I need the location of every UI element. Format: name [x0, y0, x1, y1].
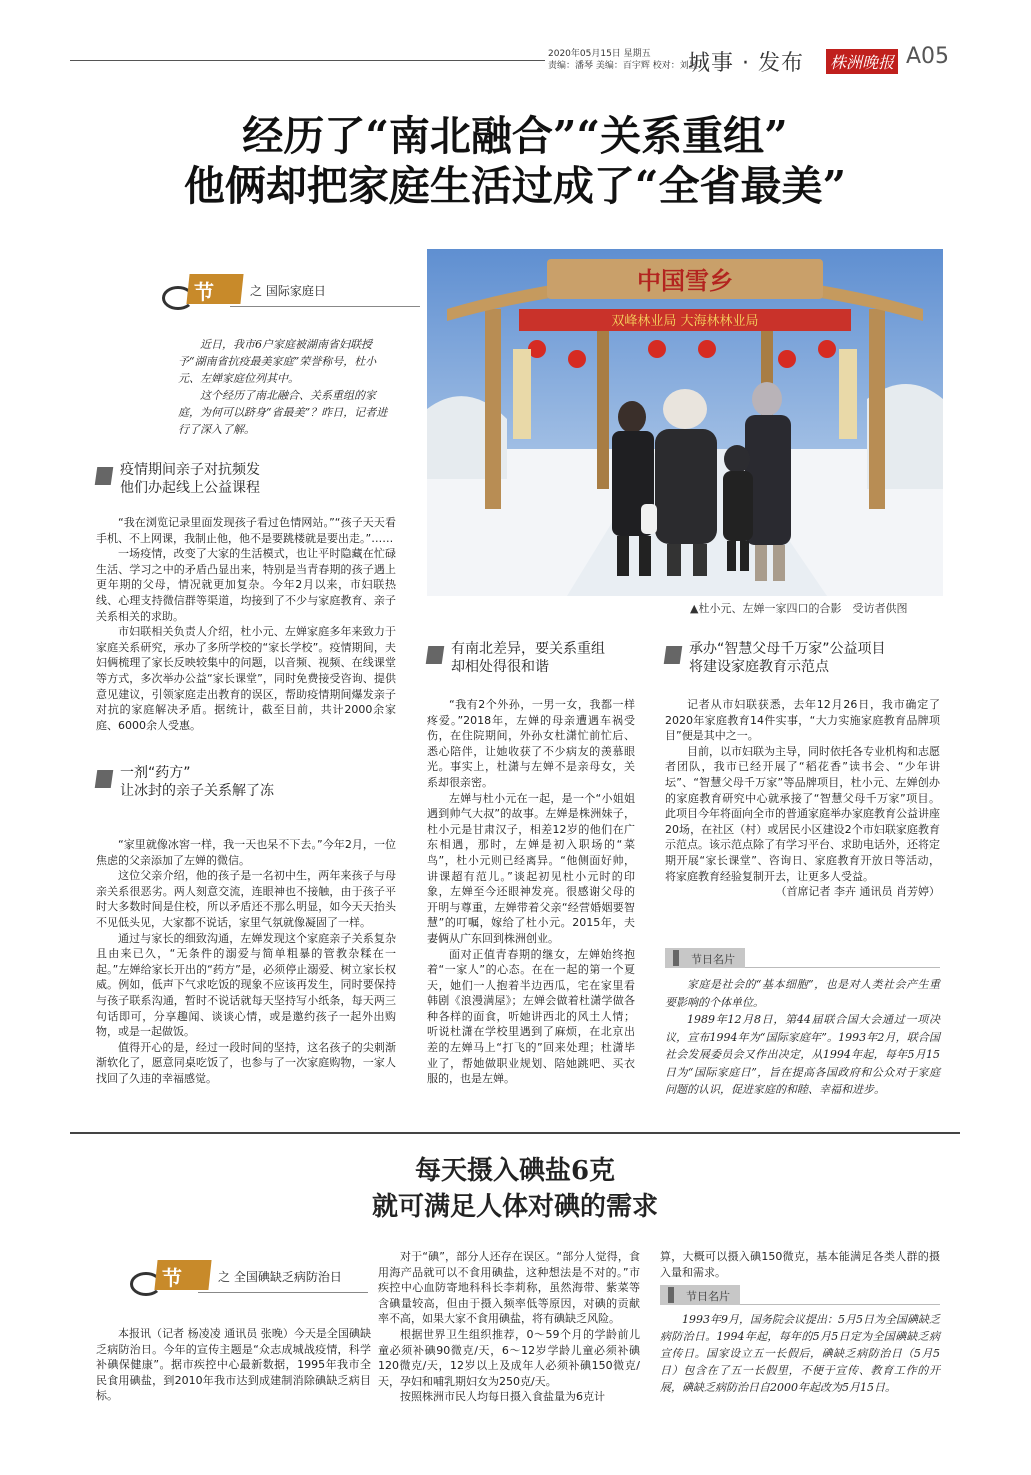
- page-number: A05: [906, 44, 950, 69]
- iodine-col2: 对于“碘”，部分人还存在误区。“部分人觉得，食用海产品就可以不食用碘盐，这种想法是不对的。”市疾控中心血防寄地科科长李莉称，虽然海带、紫菜等含碘量较高，但由于摄入频率低等原因，对碘的贡献率不高，如果大家不食用碘盐，将有碘缺乏风险。 根据世界卫生组织推荐，0～59个月的学龄前儿童必须补碘90微克/天，6～12岁学龄儿童必须补碘120微克/天，12岁以上及成年人必须补碘150微克/天，孕妇和哺乳期妇女为250克/天。 按照株洲市民人均每日摄入食盐量为6克计: [378, 1250, 640, 1404]
- header-meta: [548, 48, 698, 72]
- photo-sign-banner: 双峰林业局 大海林林业局: [611, 314, 759, 329]
- main-headline-line1: 经历了“南北融合”“关系重组”: [242, 112, 788, 160]
- photo-sign-top: 中国雪乡: [637, 266, 733, 295]
- festival-badge: [160, 272, 430, 333]
- intro-text: 近日，我市6户家庭被湖南省妇联授予“湖南省抗疫最美家庭”荣誉称号，杜小元、左婵家庭位列其中。 这个经历了南北融合、关系重组的家庭，为何可以跻身“省最美”？昨日，记者进行了深入了解。: [178, 338, 388, 436]
- editor-line: 责编：潘琴 美编：百宇辉 校对：刘昱: [548, 61, 698, 71]
- festival-label: 之 全国碘缺乏病防治日: [218, 1270, 342, 1284]
- second-headline-line1: 每天摄入碘盐6克: [414, 1156, 616, 1186]
- subhead-marker-icon: [426, 646, 445, 664]
- main-headline-line2: 他俩却把家庭生活过成了“全省最美”: [183, 162, 847, 210]
- namecard-tag: 节日名片: [660, 1285, 740, 1305]
- festival-mark-icon: 节 日: [128, 1258, 198, 1298]
- article-separator: [70, 1132, 960, 1134]
- date-line: 2020年05月15日 星期五: [548, 49, 651, 59]
- section3-body: “我有2个外孙，一男一女，我都一样疼爱。”2018年，左婵的母亲遭遇车祸受伤，在住院期间，外孙女杜潇忙前忙后、悉心陪伴，让她收获了不少病友的羡慕眼光。事实上，杜潇与左婵不是亲母女，关系却很亲密。 左婵与杜小元在一起，是一个“小姐姐遇到帅气大叔”的故事。左婵是株洲妹子，杜小元是甘肃汉子，相差12岁的他们在广东相遇，那时，左婵是初入职场的“菜鸟”，杜小元则已经离异。“他侧面好帅，讲课超有范儿。”谈起初见杜小元时的印象，左婵至今还眼神发亮。很感谢父母的开明与尊重，左婵带着父亲“经营婚姻要智慧”的叮嘱，嫁给了杜小元。2015年，夫妻俩从广东回到株洲创业。 面对正值青春期的继女，左婵始终抱着“一家人”的心态。在在一起的第一个夏天，她们一人抱着半边西瓜，宅在家里看韩剧《浪漫满屋》；左婵会做着杜潇学做各种各样的面食，听她讲西北的风土人情；听说杜潇在学校里遇到了麻烦，在北京出差的左婵马上“打飞的”回来处理；杜潇毕业了，帮她做职业规划、陪她跳吧、买衣服的，也是左婵。: [427, 698, 635, 1086]
- subhead-section2: 一剂“药方” 让冰封的亲子关系解了冻: [96, 764, 396, 804]
- section-name: 城事 · 发布: [688, 51, 804, 76]
- namecard-iodine-day: 节日名片 1993年9月，国务院会议提出：5月5日为全国碘缺乏病防治日。1994年起，每年的5月5日定为全国碘缺乏病宣传日。国家设立五一长假后，碘缺乏病防治日（5月5日）包含在了五一长假里，不便于宣传、教育工作的开展，碘缺乏病防治日自2000年起改为5月15日。: [660, 1285, 940, 1415]
- namecard-tag: 节日名片: [665, 948, 745, 968]
- subhead-marker-icon: [95, 770, 114, 788]
- section1-body: “我在浏览记录里面发现孩子看过色情网站。”“孩子天天看手机、不上网课，我制止他，他不是要跳楼就是要出走。”…… 一场疫情，改变了大家的生活模式，也让平时隐藏在忙碌生活、学习之中的矛盾凸显出来，特别是当青春期的孩子遇上更年期的父母，情况就更加复杂。今年2月以来，市妇联热线、心理支持微信群等渠道，均接到了不少与家庭教育、亲子关系相关的求助。 市妇联相关负责人介绍，杜小元、左婵家庭多年来致力于家庭关系研究，承办了多所学校的“家长学校”。疫情期间，夫妇俩梳理了家长反映较集中的问题，以音频、视频、在线课堂等方式，多次举办公益“家长课堂”，同时免费接受咨询、提供意见建议，引领家庭走出教育的误区，帮助疫情期间爆发亲子对抗的家庭解决矛盾。据统计，截至目前，共计2000余家庭、6000余人受惠。: [96, 516, 396, 732]
- second-headline-line2: 就可满足人体对碘的需求: [371, 1192, 658, 1222]
- header-rule: [70, 60, 545, 61]
- section2-body: “家里就像冰窖一样，我一天也呆不下去。”今年2月，一位焦虑的父亲添加了左婵的微信。 这位父亲介绍，他的孩子是一名初中生，两年来孩子与母亲关系很恶劣。两人刻意交流，连眼神也不接触，由于孩子平时大多数时间是住校，所以矛盾还不那么明显，如今天天抬头不见低头见，大家都不说话，家里气氛就像凝固了一样。 通过与家长的细致沟通，左婵发现这个家庭亲子关系复杂且由来已久，“无条件的溺爱与简单粗暴的管教杂糅在一起。”左婵给家长开出的“药方”是，必须停止溺爱、树立家长权威。例如，低声下气求吃饭的现象不应该再发生，同时要保持与孩子联系沟通，暂时不说话就每天坚持写小纸条，每天两三句话即可，分享趣闻、谈谈心情，或是邀约孩子一起外出购物，或是一起做饭。 值得开心的是，经过一段时间的坚持，这名孩子的尖刺渐渐软化了，愿意同桌吃饭了，也参与了一次家庭购物，一家人找回了久违的幸福感觉。: [96, 838, 396, 1085]
- festival-label: 之 国际家庭日: [250, 284, 326, 298]
- festival-badge-iodine: [128, 1258, 373, 1319]
- paper-logo: 株洲晚报: [826, 49, 898, 74]
- subhead-marker-icon: [95, 467, 114, 485]
- section4-body: 记者从市妇联获悉，去年12月26日，我市确定了2020年家庭教育14件实事，“大力实施家庭教育品牌项目”便是其中之一。 目前，以市妇联为主导，同时依托各专业机构和志愿者团队，我市已经开展了“稻花香”读书会、“少年讲坛”、“智慧父母千万家”等品牌项目，杜小元、左婵创办的家庭教育研究中心就承接了“智慧父母千万家”项目。此项目今年将面向全市的普通家庭举办家庭教育公益讲座20场，在社区（村）或居民小区建设2个市妇联家庭教育示范点。该示范点除了有学习平台、求助电话外，还将定期开展“家长课堂”、咨询日、家庭教育开放日等活动，将家庭教育经验复制开去，让更多人受益。 （首席记者 李卉 通讯员 肖芳婷）: [665, 698, 940, 899]
- subhead-section1: 疫情期间亲子对抗频发 他们办起线上公益课程: [96, 461, 396, 501]
- byline: （首席记者 李卉 通讯员 肖芳婷）: [775, 885, 940, 899]
- iodine-col1: 本报讯（记者 杨凌凌 通讯员 张晚）今天是全国碘缺乏病防治日。今年的宣传主题是“众志成城战疫情，科学补碘保健康”。据市疾控中心最新数据，1995年我市全民食用碘盐，到2010年我市达到成建制消除碘缺乏病目标。: [96, 1327, 371, 1403]
- namecard-family-day: 节日名片 家庭是社会的“基本细胞”，也是对人类社会产生重要影响的个体单位。 1989年12月8日，第44届联合国大会通过一项决议，宣布1994年为“国际家庭年”。1993年2月，联合国社会发展委员会又作出决定，从1994年起，每年5月15日为“国际家庭日”，旨在提高各国政府和公众对于家庭问题的认识，促进家庭的和睦、幸福和进步。: [665, 948, 940, 1098]
- subhead-marker-icon: [664, 646, 683, 664]
- iodine-col3: 算，大概可以摄入碘150微克，基本能满足各类人群的摄入量和需求。: [660, 1250, 940, 1279]
- subhead-section3: 有南北差异，要关系重组 却相处得很和谐: [427, 640, 647, 680]
- family-photo: [427, 249, 943, 596]
- photo-caption: ▲杜小元、左婵一家四口的合影 受访者供图: [690, 602, 908, 615]
- subhead-section4: 承办“智慧父母千万家”公益项目 将建设家庭教育示范点: [665, 640, 955, 680]
- festival-mark-icon: 节 日: [160, 272, 230, 312]
